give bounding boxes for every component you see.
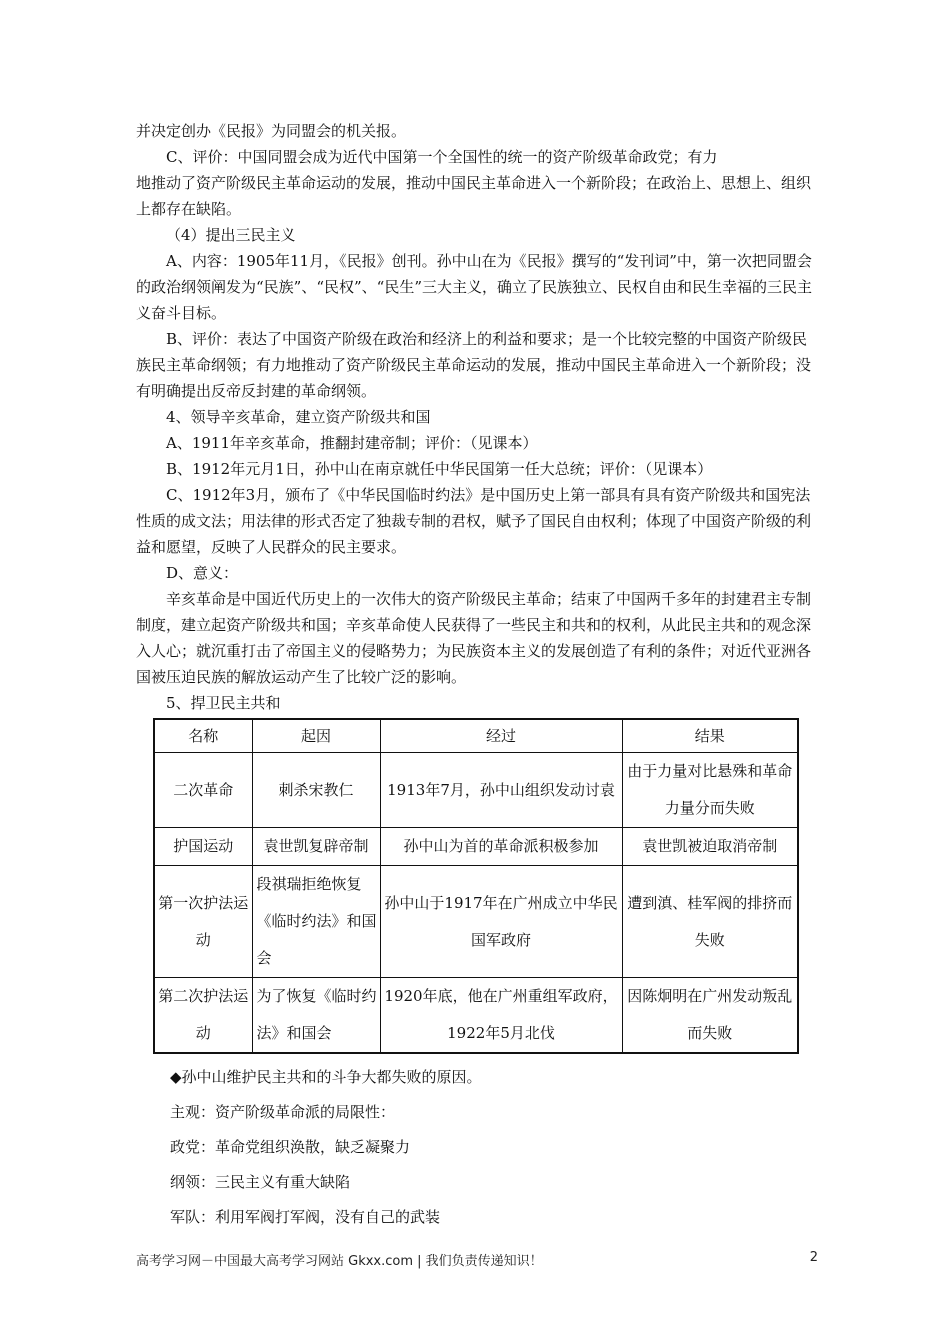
page-footer (136, 1250, 816, 1269)
table-row (154, 866, 798, 978)
table-cell: 为了恢复《临时约法》和国会 (252, 978, 380, 1054)
footer-text: 高考学习网－中国最大高考学习网站 Gkxx.com | 我们负责传递知识！ (136, 1254, 543, 1269)
table-cell: 孙中山于1917年在广州成立中华民国军政府 (380, 866, 622, 978)
table-cell: 二次革命 (154, 753, 252, 828)
table-cell: 护国运动 (154, 828, 252, 866)
struggle-table (153, 718, 799, 1054)
table-cell: 第二次护法运动 (154, 978, 252, 1054)
table-header-cell: 经过 (380, 719, 622, 753)
paragraph: B、评价：表达了中国资产阶级在政治和经济上的利益和要求；是一个比较完整的中国资产阶级民族民主革命纲领；有力地推动了资产阶级民主革命运动的发展，推动中国民主革命进入一个新阶段；没有明确提出反帝反封建的革命纲领。 (136, 330, 812, 400)
table-row (154, 978, 798, 1054)
bullet-heading: ◆孙中山维护民主共和的斗争大都失败的原因。 (170, 1068, 482, 1086)
table-cell: 1913年7月，孙中山组织发动讨袁 (380, 753, 622, 828)
table-cell: 段祺瑞拒绝恢复《临时约法》和国会 (252, 866, 380, 978)
paragraph: 并决定创办《民报》为同盟会的机关报。 (136, 122, 407, 140)
document-body (136, 118, 816, 1235)
table-cell: 孙中山为首的革命派积极参加 (380, 828, 622, 866)
table-cell: 袁世凯复辟帝制 (252, 828, 380, 866)
table-cell: 刺杀宋教仁 (252, 753, 380, 828)
reason-line: 政党：革命党组织涣散，缺乏凝聚力 (170, 1138, 411, 1156)
table-row (154, 828, 798, 866)
section-heading: 4、领导辛亥革命，建立资产阶级共和国 (166, 408, 431, 426)
paragraph: B、1912年元月1日，孙中山在南京就任中华民国第一任大总统；评价：（见课本） (166, 460, 713, 478)
reason-line: 主观：资产阶级革命派的局限性： (170, 1103, 396, 1121)
paragraph: A、内容：1905年11月，《民报》创刊。孙中山在为《民报》撰写的“发刊词”中，第一次把同盟会的政治纲领阐发为“民族”、“民权”、“民生”三大主义，确立了民族独立、民权自由和民生幸福的三民主义奋斗目标。 (136, 252, 813, 322)
table-cell: 1920年底，他在广州重组军政府，1922年5月北伐 (380, 978, 622, 1054)
table-header-row (154, 719, 798, 753)
paragraph: C、1912年3月，颁布了《中华民国临时约法》是中国历史上第一部具有具有资产阶级共和国宪法性质的成文法；用法律的形式否定了独裁专制的君权，赋予了国民自由权利；体现了中国资产阶级的利益和愿望，反映了人民群众的民主要求。 (136, 486, 812, 556)
table-row (154, 753, 798, 828)
paragraph: A、1911年辛亥革命，推翻封建帝制；评价：（见课本） (166, 434, 538, 452)
failure-reasons (136, 1060, 816, 1235)
table-header-cell: 结果 (622, 719, 798, 753)
table-cell: 因陈炯明在广州发动叛乱而失败 (622, 978, 798, 1054)
paragraph: D、意义： (166, 564, 239, 582)
table-cell: 袁世凯被迫取消帝制 (622, 828, 798, 866)
section-heading: （4）提出三民主义 (166, 226, 296, 244)
table-cell: 遭到滇、桂军阀的排挤而失败 (622, 866, 798, 978)
table-header-cell: 名称 (154, 719, 252, 753)
paragraph: 辛亥革命是中国近代历史上的一次伟大的资产阶级民主革命；结束了中国两千多年的封建君主专制制度，建立起资产阶级共和国；辛亥革命使人民获得了一些民主和共和的权利，从此民主共和的观念深入人心；就沉重打击了帝国主义的侵略势力；为民族资本主义的发展创造了有利的条件；对近代亚洲各国被压迫民族的解放运动产生了比较广泛的影响。 (136, 590, 812, 686)
reason-line: 军队：利用军阀打军阀，没有自己的武装 (170, 1208, 441, 1226)
table-cell: 第一次护法运动 (154, 866, 252, 978)
section-heading: 5、捍卫民主共和 (166, 694, 281, 712)
table-header-cell: 起因 (252, 719, 380, 753)
paragraph: C、评价：中国同盟会成为近代中国第一个全国性的统一的资产阶级革命政党；有力 (166, 148, 718, 166)
page-number: 2 (809, 1250, 818, 1265)
reason-line: 纲领：三民主义有重大缺陷 (170, 1173, 351, 1191)
table-cell: 由于力量对比悬殊和革命力量分而失败 (622, 753, 798, 828)
paragraph: 地推动了资产阶级民主革命运动的发展，推动中国民主革命进入一个新阶段；在政治上、思想上、组织上都存在缺陷。 (136, 174, 812, 218)
